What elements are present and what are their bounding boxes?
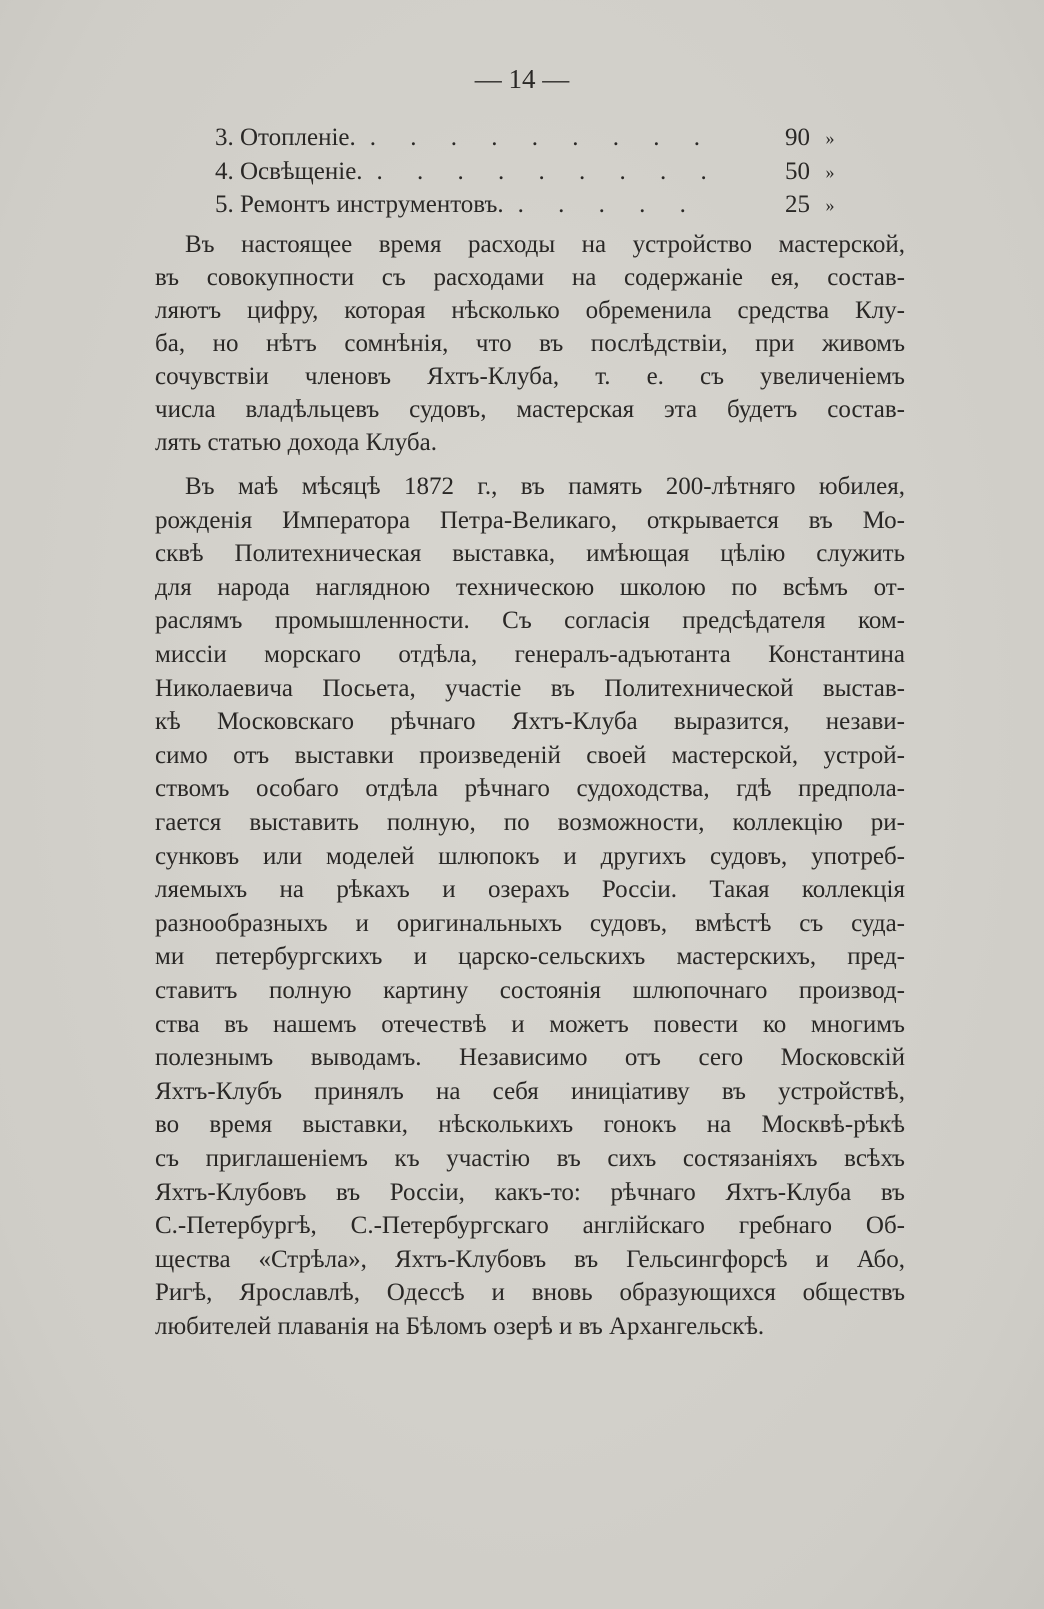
leader-dots: . . . . . bbox=[517, 191, 700, 218]
text-line: ляемыхъ на рѣкахъ и озерахъ Россіи. Такая коллекція bbox=[155, 876, 905, 904]
text-line: сунковъ или моделей шлюпокъ и другихъ судовъ, употреб- bbox=[155, 842, 905, 870]
text-line: гается выставить полную, по возможности, коллекцію ри- bbox=[155, 809, 905, 836]
ditto-mark: » bbox=[825, 162, 835, 182]
text-line: Николаевича Посьета, участіе въ Политехнической выстав- bbox=[155, 674, 905, 702]
text-line: сочувствіи членовъ Яхтъ-Клуба, т. е. съ увеличеніемъ bbox=[155, 363, 905, 390]
text-line: Яхтъ-Клубъ принялъ на себя иниціативу въ устройствѣ, bbox=[155, 1077, 905, 1105]
text-line: любителей плаванія на Бѣломъ озерѣ и въ Архангельскѣ. bbox=[155, 1313, 765, 1340]
text-line: рожденія Императора Петра-Великаго, открывается въ Мо- bbox=[155, 506, 905, 534]
text-line: миссіи морскаго отдѣла, генералъ-адъютанта Константина bbox=[155, 641, 905, 668]
ditto-mark: » bbox=[825, 195, 835, 215]
expense-label: 4. Освѣщеніе. bbox=[215, 158, 363, 185]
text-line: симо отъ выставки произведеній своей мастерской, устрой- bbox=[155, 741, 905, 769]
expense-label: 5. Ремонтъ инструментовъ. bbox=[215, 191, 504, 218]
text-line: щества «Стрѣла», Яхтъ-Клубовъ въ Гельсингфорсѣ и Або, bbox=[155, 1245, 905, 1273]
text-line: разнообразныхъ и оригинальныхъ судовъ, вмѣстѣ съ суда- bbox=[155, 909, 905, 937]
leader-dots: . . . . . . . . . bbox=[376, 158, 721, 185]
text-line: сквѣ Политехническая выставка, имѣющая цѣлію служить bbox=[155, 540, 905, 568]
expense-amount: 25 bbox=[785, 191, 810, 218]
expense-amount: 50 bbox=[785, 158, 810, 185]
text-line: ба, но нѣтъ сомнѣнія, что въ послѣдствіи, при живомъ bbox=[155, 330, 905, 357]
text-line: кѣ Московскаго рѣчнаго Яхтъ-Клуба выразится, незави- bbox=[155, 708, 905, 736]
text-line: раслямъ промышленности. Съ согласія предсѣдателя ком- bbox=[155, 607, 905, 635]
expense-item bbox=[215, 158, 850, 192]
text-line: Въ маѣ мѣсяцѣ 1872 г., въ память 200-лѣтняго юбилея, bbox=[185, 473, 905, 500]
expense-label: 3. Отопленіе. bbox=[215, 124, 356, 151]
text-line: въ совокупности съ расходами на содержаніе ея, состав- bbox=[155, 264, 905, 291]
text-line: лять статью дохода Клуба. bbox=[155, 429, 437, 456]
text-line: ляютъ цифру, которая нѣсколько обременила средства Клу- bbox=[155, 297, 905, 324]
text-line: числа владѣльцевъ судовъ, мастерская эта будетъ состав- bbox=[155, 396, 905, 423]
page-number: — 14 — bbox=[474, 64, 570, 94]
expense-amount: 90 bbox=[785, 124, 810, 151]
text-line: для народа наглядною техническою школою по всѣмъ от- bbox=[155, 573, 905, 601]
text-line: Яхтъ-Клубовъ въ Россіи, какъ-то: рѣчнаго Яхтъ-Клуба въ bbox=[155, 1178, 905, 1206]
text-line: ствомъ особаго отдѣла рѣчнаго судоходства, гдѣ предпола- bbox=[155, 775, 905, 803]
text-line: полезнымъ выводамъ. Независимо отъ сего Московскій bbox=[155, 1044, 905, 1072]
text-line: ми петербургскихъ и царско-сельскихъ мастерскихъ, пред- bbox=[155, 943, 905, 971]
expense-item bbox=[215, 124, 850, 158]
ditto-mark: » bbox=[825, 128, 835, 148]
text-line: ставитъ полную картину состоянія шлюпочнаго производ- bbox=[155, 977, 905, 1004]
leader-dots: . . . . . . . . . bbox=[369, 124, 715, 151]
text-line: Въ настоящее время расходы на устройство мастерской, bbox=[185, 231, 905, 258]
expense-item bbox=[215, 191, 850, 225]
text-line: ства въ нашемъ отечествѣ и можетъ повести ко многимъ bbox=[155, 1010, 905, 1038]
text-line: съ приглашеніемъ къ участію въ сихъ состязаніяхъ всѣхъ bbox=[155, 1145, 905, 1172]
text-line: С.-Петербургѣ, С.-Петербургскаго англійскаго гребнаго Об- bbox=[155, 1212, 905, 1240]
text-line: Ригѣ, Ярославлѣ, Одессѣ и вновь образующихся обществъ bbox=[155, 1279, 905, 1307]
text-line: во время выставки, нѣсколькихъ гонокъ на Москвѣ-рѣкѣ bbox=[155, 1111, 905, 1139]
